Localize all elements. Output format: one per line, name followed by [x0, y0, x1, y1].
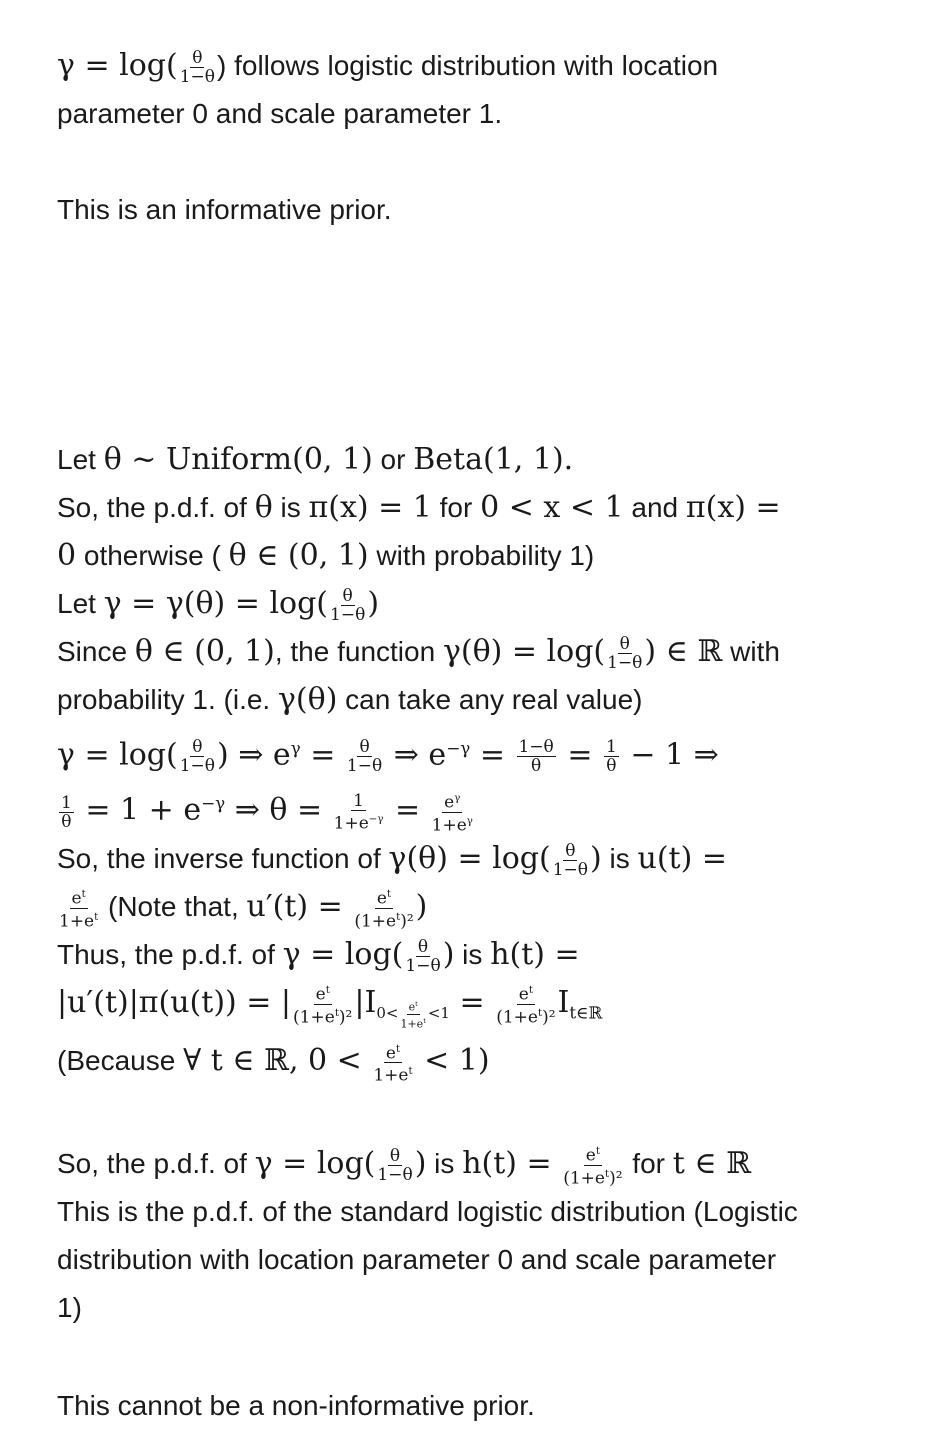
derivation-line-6: probability 1. (i.e. γ(θ) can take any real value): [57, 682, 643, 717]
conclusion-line-2: This is the p.d.f. of the standard logistic distribution (Logistic: [57, 1196, 798, 1227]
derivation-line-12: |u′(t)|π(u(t)) = | $\frac{e^t}{(1+e^t)^2}$ $|I_{0< \frac{e^t}{1+e^t} <1}$ = $\frac{e^t}{(1+e^t)^2}$ $I_{t\in ℝ}$: [57, 979, 887, 1038]
derivation-line-9: So, the inverse function of γ(θ) = log( $\frac{\theta}{1-\theta}$ ) is u(t) =: [57, 840, 727, 880]
derivation-line-8: $\frac{1}{\theta}$ = $1 + e^{-\gamma}$ ⇒ θ = $\frac{1}{1+e^{-\gamma}}$ = $\frac{e^\gamma}{1+e^\gamma}$: [61, 790, 473, 836]
derivation: [57, 436, 887, 1085]
derivation-line-13: (Because ∀ t ∈ ℝ, 0 < $\frac{e^t}{1+e^t}$ < 1): [57, 1037, 887, 1085]
final-statement: This cannot be a non-informative prior.: [57, 1390, 535, 1421]
conclusion: [57, 1140, 887, 1332]
intro-line-2: parameter 0 and scale parameter 1.: [57, 98, 503, 129]
derivation-line-11: Thus, the p.d.f. of γ = log( $\frac{\theta}{1-\theta}$ ) is h(t) =: [57, 936, 580, 976]
derivation-line-10: $\frac{e^t}{1+e^t}$ (Note that, u′(t) = $\frac{e^t}{(1+e^t)^2}$ ): [57, 883, 887, 931]
derivation-line-1: Let θ ~ Uniform(0, 1) or Beta(1, 1).: [57, 442, 574, 477]
derivation-line-3: 0 otherwise ( θ ∈ (0, 1) with probability 1): [57, 538, 595, 573]
informative-statement: This is an informative prior.: [57, 194, 392, 225]
conclusion-line-4: 1): [57, 1292, 82, 1323]
derivation-line-4: Let γ = γ(θ) = log( $\frac{\theta}{1-\theta}$ ): [57, 586, 380, 626]
conclusion-line-3: distribution with location parameter 0 and scale parameter: [57, 1244, 777, 1275]
derivation-line-2: So, the p.d.f. of θ is π(x) = 1 for 0 < x < 1 and π(x) =: [57, 490, 781, 525]
derivation-line-5: Since θ ∈ (0, 1), the function γ(θ) = log( $\frac{\theta}{1-\theta}$ ) ∈ ℝ with: [57, 634, 780, 674]
conclusion-line-1: So, the p.d.f. of γ = log( $\frac{\theta}{1-\theta}$ ) is h(t) = $\frac{e^t}{(1+e^t)^2}$ for t ∈ ℝ: [57, 1140, 887, 1188]
fraction: $\frac{\theta}{1-\theta}$: [179, 48, 215, 88]
intro-paragraph: [57, 42, 887, 138]
intro-line-1: γ = log( $\frac{\theta}{1-\theta}$ ) follows logistic distribution with location: [57, 48, 719, 88]
derivation-line-7: γ = log( $\frac{\theta}{1-\theta}$ ) ⇒ $e^\gamma$ = $\frac{\theta}{1-\theta}$ ⇒ $e^{-\gamma}$ = $\frac{1-\theta}{\theta}$ = $\frac{1}{\theta}$ − 1 ⇒: [57, 737, 719, 777]
